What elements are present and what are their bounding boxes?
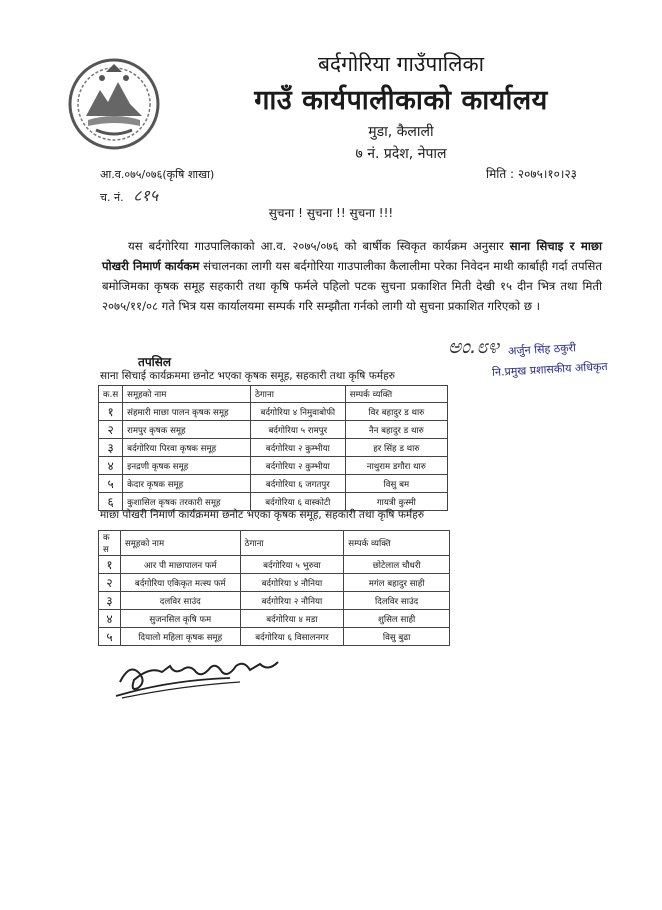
cell-contact: शुसिल साही xyxy=(344,610,450,628)
cell-group: इनद्रणी कृषक समूह xyxy=(123,457,251,475)
table-header-row xyxy=(99,531,450,556)
cell-address: बर्दगोरिया ४ नौनिया xyxy=(240,574,344,592)
cell-address: बर्दगोरिया ५ भुरुवा xyxy=(240,556,344,574)
col-sn: क.स xyxy=(99,386,123,403)
body-part-2: संचालनका लागी यस बर्दगोरिया गाउपालीका कैलालीमा परेका निवेदन माथी कार्बाही गर्दा तपसित बमोजिमका कृषक समूह सहकारी तथा कृषि फर्मले पहिलो पटक सुचना प्रकाशित मिती देखी १५ दीन भित्र तथा मिती २०७५/११/०८ गते भित्र यस कार्यालयमा सम्पर्क गरि सम्झौता गर्नको लागी यो सुचना प्रकाशित गरिएको छ । xyxy=(102,259,602,313)
table-row xyxy=(99,592,450,610)
col-sn: क स xyxy=(99,531,121,556)
header-municipality: बर्दगोरिया गाउँपालिका xyxy=(317,52,485,76)
cell-contact: दिलविर साउंद xyxy=(344,592,450,610)
cell-sn: ३ xyxy=(99,439,123,457)
cell-sn: ३ xyxy=(99,592,121,610)
table2-caption: माछा पोखरी निमार्ण कार्यक्रममा छनोट भएका कृषक समूह, सहकारी तथा कृषि फर्महरु xyxy=(100,509,425,521)
col-address: ठेगाना xyxy=(250,386,345,403)
notice-body xyxy=(102,236,602,316)
cell-group: बर्दगोरिया एकिकृत मत्स्य फर्म xyxy=(120,574,240,592)
cell-contact: गायत्री कुस्मी xyxy=(345,493,447,511)
table-row xyxy=(99,556,450,574)
letter-number xyxy=(100,184,158,206)
cell-group: दियालो महिला कृषक समूह xyxy=(120,628,240,646)
cell-sn: २ xyxy=(99,574,121,592)
table-row xyxy=(99,421,448,439)
col-group-name: समूहको नाम xyxy=(120,531,240,556)
irrigation-table xyxy=(98,385,448,511)
cell-group: सुजनसिल कृषि फम xyxy=(120,610,240,628)
letter-number-value: ८१५ xyxy=(133,186,159,205)
signatory-name: अर्जुन सिंह ठकुरी xyxy=(507,341,577,358)
cell-address: बर्दगोरिया २ नौनिया xyxy=(240,592,344,610)
col-contact: सम्पर्क व्यक्ति xyxy=(344,531,450,556)
date: मिति : २०७५।१०।२३ xyxy=(486,167,577,181)
col-address: ठेगाना xyxy=(240,531,344,556)
cell-sn: १ xyxy=(99,556,121,574)
cell-sn: ५ xyxy=(99,475,123,493)
cell-sn: ४ xyxy=(99,610,121,628)
col-group-name: समूहको नाम xyxy=(123,386,251,403)
signatory-title: नि.प्रमुख प्रशासकीय अधिकृत xyxy=(491,359,608,380)
cell-contact: छोटेलाल चौधरी xyxy=(344,556,450,574)
table-row xyxy=(99,457,448,475)
table1-caption: साना सिचाई कार्यक्रममा छनोट भएका कृषक समूह, सहकारी तथा कृषि फर्महरु xyxy=(100,370,395,382)
cell-address: बर्दगोरिया ५ रामपुर xyxy=(250,421,345,439)
table-row xyxy=(99,475,448,493)
handwritten-signature-icon xyxy=(110,652,300,702)
cell-sn: १ xyxy=(99,403,123,421)
cell-address: बर्दगोरिया ४ निमुवाबोफी xyxy=(250,403,345,421)
table-row xyxy=(99,628,450,646)
cell-contact: हर सिंह ड थारु xyxy=(345,439,447,457)
cell-group: दलविर साउंद xyxy=(120,592,240,610)
cell-contact: मगंल बहादुर साही xyxy=(344,574,450,592)
table-header-row xyxy=(99,386,448,403)
fiscal-ref: आ.व.०७५/०७६(कृषि शाखा) xyxy=(100,168,215,181)
cell-group: आर पी माछापालन फर्म xyxy=(120,556,240,574)
cell-contact: नाथुराम डगौरा थारु xyxy=(345,457,447,475)
notice-title: सुचना ! सुचना !! सुचना !!! xyxy=(268,206,394,220)
cell-address: बर्दगोरिया ६ जगतपुर xyxy=(250,475,345,493)
cell-group: संहमारी माछा पालन कृषक समूह xyxy=(123,403,251,421)
cell-contact: विसु बम xyxy=(345,475,447,493)
cell-address: बर्दगोरिया २ कुम्भीया xyxy=(250,439,345,457)
cell-address: बर्दगोरिया ४ मडा xyxy=(240,610,344,628)
cell-contact: विर बहादुर ड थारु xyxy=(345,403,447,421)
col-contact: सम्पर्क व्यक्ति xyxy=(345,386,447,403)
cell-sn: ५ xyxy=(99,628,121,646)
table-row xyxy=(99,403,448,421)
cell-contact: नैन बहादुर ड थारु xyxy=(345,421,447,439)
cell-address: बर्दगोरिया ६ वास्कोटी xyxy=(250,493,345,511)
cell-sn: ४ xyxy=(99,457,123,475)
cell-group: कुशासिल कृषक तरकारी समूह xyxy=(123,493,251,511)
header-address: मुडा, कैलाली xyxy=(368,124,434,140)
tapsil-heading: तपसिल xyxy=(138,355,172,369)
cell-sn: २ xyxy=(99,421,123,439)
header-province: ७ नं. प्रदेश, नेपाल xyxy=(355,146,447,162)
table-row xyxy=(99,574,450,592)
signatory-initials: ಅಂ.೮೪ xyxy=(448,334,499,358)
table-row xyxy=(99,439,448,457)
cell-contact: विसु बुढा xyxy=(344,628,450,646)
cell-address: बर्दगोरिया २ कुम्भीया xyxy=(250,457,345,475)
cell-group: केदार कृषक समूह xyxy=(123,475,251,493)
cell-group: बर्दगोरिया पिरवा कृषक समूह xyxy=(123,439,251,457)
cell-address: बर्दगोरिया ६ विसालनगर xyxy=(240,628,344,646)
cell-sn: ६ xyxy=(99,493,123,511)
body-part-1: यस बर्दगोरिया गाउपालिकाको आ.व. २०७५/०७६ को बार्षीक स्विकृत कार्यक्रम अनुसार xyxy=(128,239,510,253)
header-office: गाउँ कार्यपालीकाको कार्यालय xyxy=(254,85,548,116)
letter-number-label: च. नं. xyxy=(100,191,124,204)
body-bold-program: साना सिचाइ र माछा पोखरी निमार्ण कार्यकम xyxy=(102,239,602,273)
table-row xyxy=(99,610,450,628)
fishpond-table xyxy=(98,530,450,646)
cell-group: रामपुर कृषक समूह xyxy=(123,421,251,439)
